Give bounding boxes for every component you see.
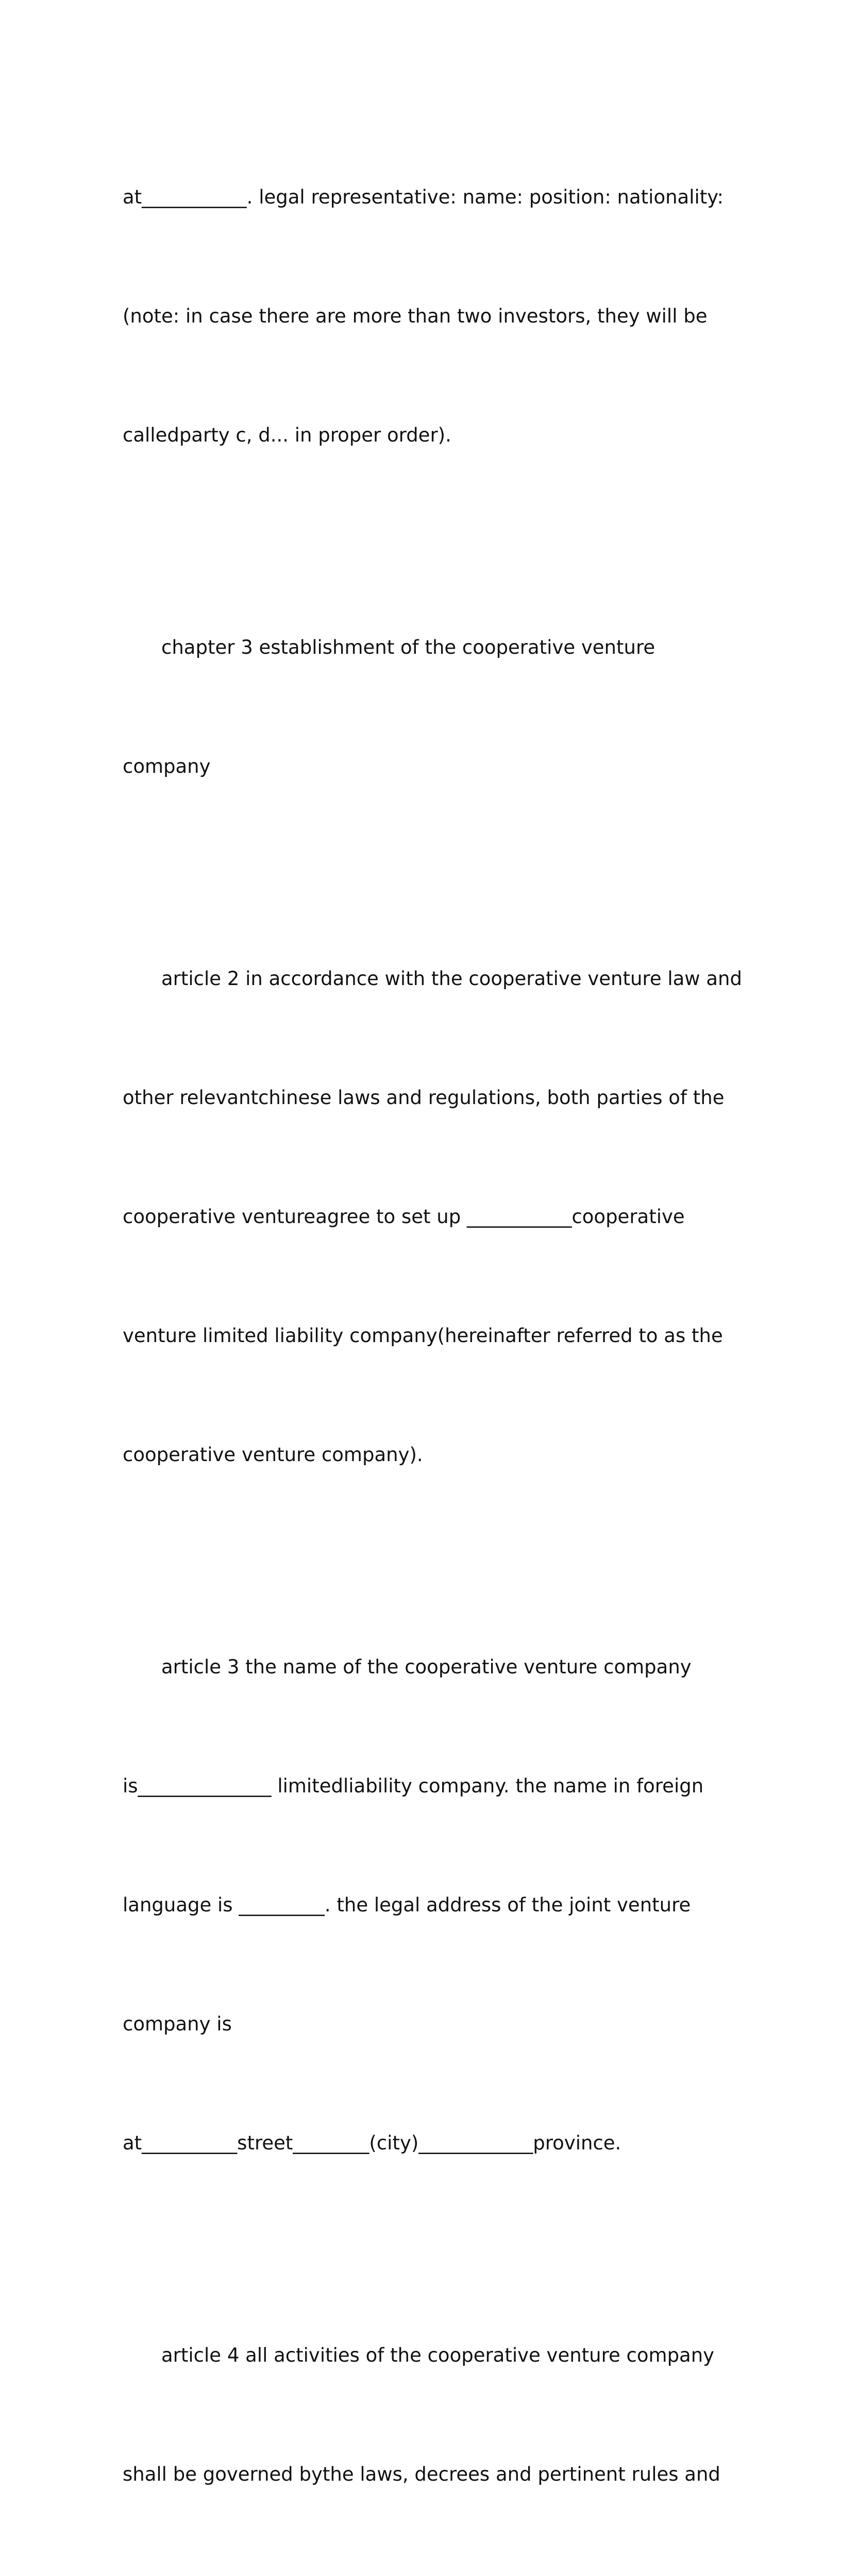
article-4-paragraph	[123, 2256, 720, 2576]
text-line	[123, 2573, 720, 2576]
text-line: cooperative venture company).	[123, 1444, 423, 1466]
article-2-paragraph	[123, 879, 742, 1554]
text-line: shall be governed bythe laws, decrees and pertinent rules and	[123, 2463, 720, 2485]
document-body	[123, 98, 742, 2576]
text-line: company	[123, 755, 211, 777]
text-line: is______________ limitedliability company. the name in foreign	[123, 1775, 704, 1797]
chapter-heading	[123, 548, 720, 866]
text-line: at___________. legal representative: name: position: nationality:	[123, 186, 724, 208]
text-line: chapter 3 establishment of the cooperative venture	[161, 636, 655, 658]
text-line: calledparty c, d... in proper order).	[123, 424, 451, 446]
text-line: at__________street________(city)____________province.	[123, 2132, 621, 2154]
text-line: article 2 in accordance with the cooperative venture law and	[161, 968, 742, 990]
article-3-paragraph	[123, 1568, 720, 2242]
text-line: other relevantchinese laws and regulations, both parties of the	[123, 1087, 725, 1109]
text-line: company is	[123, 2013, 232, 2035]
text-line: cooperative ventureagree to set up ___________cooperative	[123, 1206, 685, 1228]
text-line: venture limited liability company(hereinafter referred to as the	[123, 1325, 723, 1347]
text-line: (note: in case there are more than two investors, they will be	[123, 305, 708, 327]
text-line: article 3 the name of the cooperative venture company	[161, 1656, 692, 1678]
paragraph-intro-continuation	[123, 98, 724, 534]
text-line: article 4 all activities of the cooperative venture company	[161, 2344, 715, 2366]
text-line: language is _________. the legal address of the joint venture	[123, 1894, 691, 1916]
